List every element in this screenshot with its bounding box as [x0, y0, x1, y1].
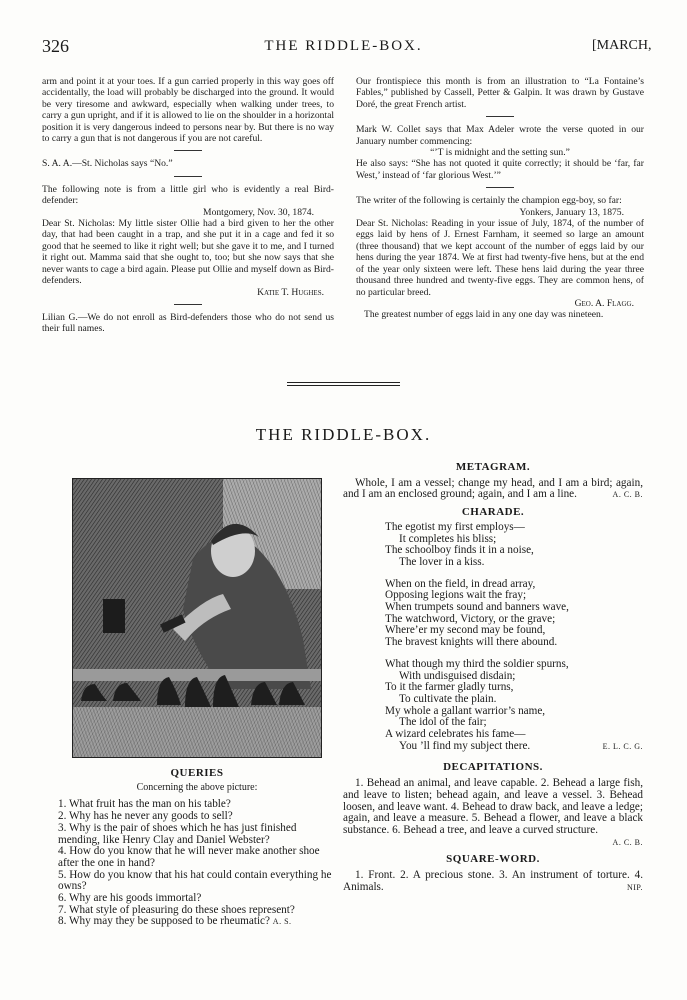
- verse-line: The bravest knights will there abound.: [385, 636, 558, 649]
- quoted-verse: “’T is midnight and the setting sun.”: [430, 147, 570, 159]
- signature: Katie T. Hughes.: [257, 286, 324, 298]
- lilian-answer: Lilian G.—We do not enroll as Bird-defenders those who do not send us their full names.: [42, 311, 334, 335]
- saa-answer: S. A. A.—St. Nicholas says “No.”: [42, 158, 173, 170]
- section-rule: [287, 385, 400, 386]
- note-intro: The following note is from a little girl who is evidently a real Bird-defender:: [42, 183, 334, 207]
- egg-letter: Dear St. Nicholas: Reading in your issue of July, 1874, of the number of eggs laid by hens of J. Ernest Farnham, it seemed so large an amount (three thousand) that we kept account of the number of eggs laid by our hens during the year 1874. We at first had twenty-five hens, but at the end of the year only sixteen were left. These hens laid during the year three thousand three hundred and twenty-five eggs. They are common hens, of no particular breed.: [356, 218, 644, 298]
- verse-line: The idol of the fair;: [399, 716, 487, 729]
- gun-paragraph: arm and point it at your toes. If a gun carried properly in this way goes off accidentally, the load will probably be discharged into the ground. It would be very tiresome and awkward, especially when walking under trees, to carry a gun upright, and if it is allowed to lie on the shoulder in a horizontal position it is very dangerous indeed to persons near by. But there is no way to carry a gun that is not dangerous if you are not careful.: [42, 76, 334, 145]
- collet-also-says: He also says: “She has not quoted it quite correctly; it should be ‘far, far West,’ instead of ‘far glorious West.’”: [356, 158, 644, 181]
- verse-line: Where’er my second may be found,: [385, 624, 546, 637]
- charade-verse: [343, 522, 643, 753]
- verse-line: When trumpets sound and banners wave,: [385, 601, 569, 614]
- verse-line: The lover in a kiss.: [399, 555, 485, 568]
- metagram-signature: A. C. B.: [612, 490, 643, 500]
- charade-signature: E. L. C. G.: [602, 741, 643, 751]
- square-word-signature: NIP.: [626, 882, 643, 892]
- queries-heading: QUERIES: [170, 767, 224, 779]
- egg-dateline: Yonkers, January 13, 1875.: [519, 206, 624, 218]
- queries-signature: A. S.: [272, 917, 292, 927]
- query-item: 8. Why may they be supposed to be rheumatic? A. S.: [58, 915, 292, 928]
- verse-line: Opposing legions wait the fray;: [385, 589, 527, 602]
- verse-line: You ’ll find my subject there. E. L. C. G.: [399, 739, 643, 752]
- egg-intro: The writer of the following is certainly the champion egg-boy, so far:: [356, 195, 622, 207]
- egg-footnote: The greatest number of eggs laid in any one day was nineteen.: [364, 309, 604, 321]
- verse-line: The schoolboy finds it in a noise,: [385, 544, 534, 557]
- charade-heading: CHARADE.: [461, 506, 525, 519]
- verse-line: It completes his bliss;: [399, 532, 497, 545]
- page-number: 326: [42, 36, 69, 56]
- decapitations-heading: DECAPITATIONS.: [443, 761, 543, 774]
- queries-section: [58, 768, 336, 928]
- cobbler-engraving: [72, 478, 322, 758]
- verse-line: With undisguised disdain;: [399, 669, 516, 682]
- bird-letter: Dear St. Nicholas: My little sister Ollie had a bird given to her the other day, that had been caught in a trap, and she put it in a cage and fed it so good that he seemed to like it right well; but she gave it to me, and I turned it right out. Mamma said that she ought to, too; but she now says that she never wants to cage a bird again. Please put Ollie and myself down as Bird-defenders.: [42, 218, 334, 287]
- verse-line: My whole a gallant warrior’s name,: [385, 704, 546, 717]
- decapitations-text: 1. Behead an animal, and leave capable. 2. Behead a large fish, and leave to listen; behead again, and leave a vessel. 3. Behead loosen, and leave want. 4. Behead to draw back, and leave a ledge; again, and leave a measure. 5. Behead a flower, and leave a black substance. 6. Behead a tree, and leave a curved structure.: [343, 777, 643, 836]
- verse-line: When on the field, in dread array,: [385, 577, 536, 590]
- queries-intro: Concerning the above picture:: [136, 781, 258, 793]
- query-item: 5. How do you know that his hat could contain everything he owns?: [58, 868, 332, 893]
- verse-line: The egotist my first employs—: [385, 520, 525, 533]
- dateline: Montgomery, Nov. 30, 1874.: [203, 206, 314, 218]
- verse-line: The watchword, Victory, or the grave;: [385, 612, 556, 625]
- verse-line: To it the farmer gladly turns,: [385, 681, 514, 694]
- section-rule: [287, 382, 400, 383]
- decapitations-signature: A. C. B.: [612, 837, 643, 847]
- divider: [486, 187, 514, 188]
- metagram-text: Whole, I am a vessel; change my head, and I am a bird; again, and I am an enclosed ground; again, and I am a line. A. C. B.: [343, 476, 643, 501]
- letters-column-left: [42, 76, 334, 335]
- egg-signature: Geo. A. Flagg.: [574, 297, 634, 309]
- cobbler-illustration: [73, 479, 321, 757]
- running-header: [0, 30, 687, 56]
- query-item: 7. What style of pleasuring do these shoes represent?: [58, 903, 295, 916]
- riddles-column: [343, 462, 643, 894]
- square-word-heading: SQUARE-WORD.: [446, 853, 540, 866]
- running-title: THE RIDDLE-BOX.: [264, 38, 423, 54]
- square-word-text: 1. Front. 2. A precious stone. 3. An instrument of torture. 4. Animals. NIP.: [343, 869, 643, 893]
- riddle-box-title: THE RIDDLE-BOX.: [255, 425, 432, 444]
- query-item: 3. Why is the pair of shoes which he has just finished mending, like Henry Clay and Daniel Webster?: [58, 821, 297, 846]
- query-item: 1. What fruit has the man on his table?: [58, 798, 231, 811]
- verse-line: To cultivate the plain.: [399, 692, 497, 705]
- metagram-heading: METAGRAM.: [455, 461, 531, 473]
- divider: [174, 176, 202, 177]
- letters-column-right: [356, 76, 644, 321]
- verse-line: A wizard celebrates his fame—: [385, 728, 526, 741]
- query-item: 6. Why are his goods immortal?: [58, 892, 202, 905]
- verse-line: What though my third the soldier spurns,: [385, 657, 569, 670]
- collet-note: Mark W. Collet says that Max Adeler wrote the verse quoted in our January number commencing:: [356, 124, 644, 147]
- frontispiece-note: Our frontispiece this month is from an illustration to “La Fontaine’s Fables,” published by Cassell, Petter & Galpin. It was drawn by Gustave Doré, the great French artist.: [356, 76, 644, 110]
- divider: [174, 150, 202, 151]
- query-item: 2. Why has he never any goods to sell?: [58, 810, 233, 823]
- divider: [174, 304, 202, 305]
- running-month: [MARCH,: [592, 38, 652, 53]
- divider: [486, 116, 514, 117]
- query-item: 4. How do you know that he will never make another shoe after the one in hand?: [58, 845, 320, 869]
